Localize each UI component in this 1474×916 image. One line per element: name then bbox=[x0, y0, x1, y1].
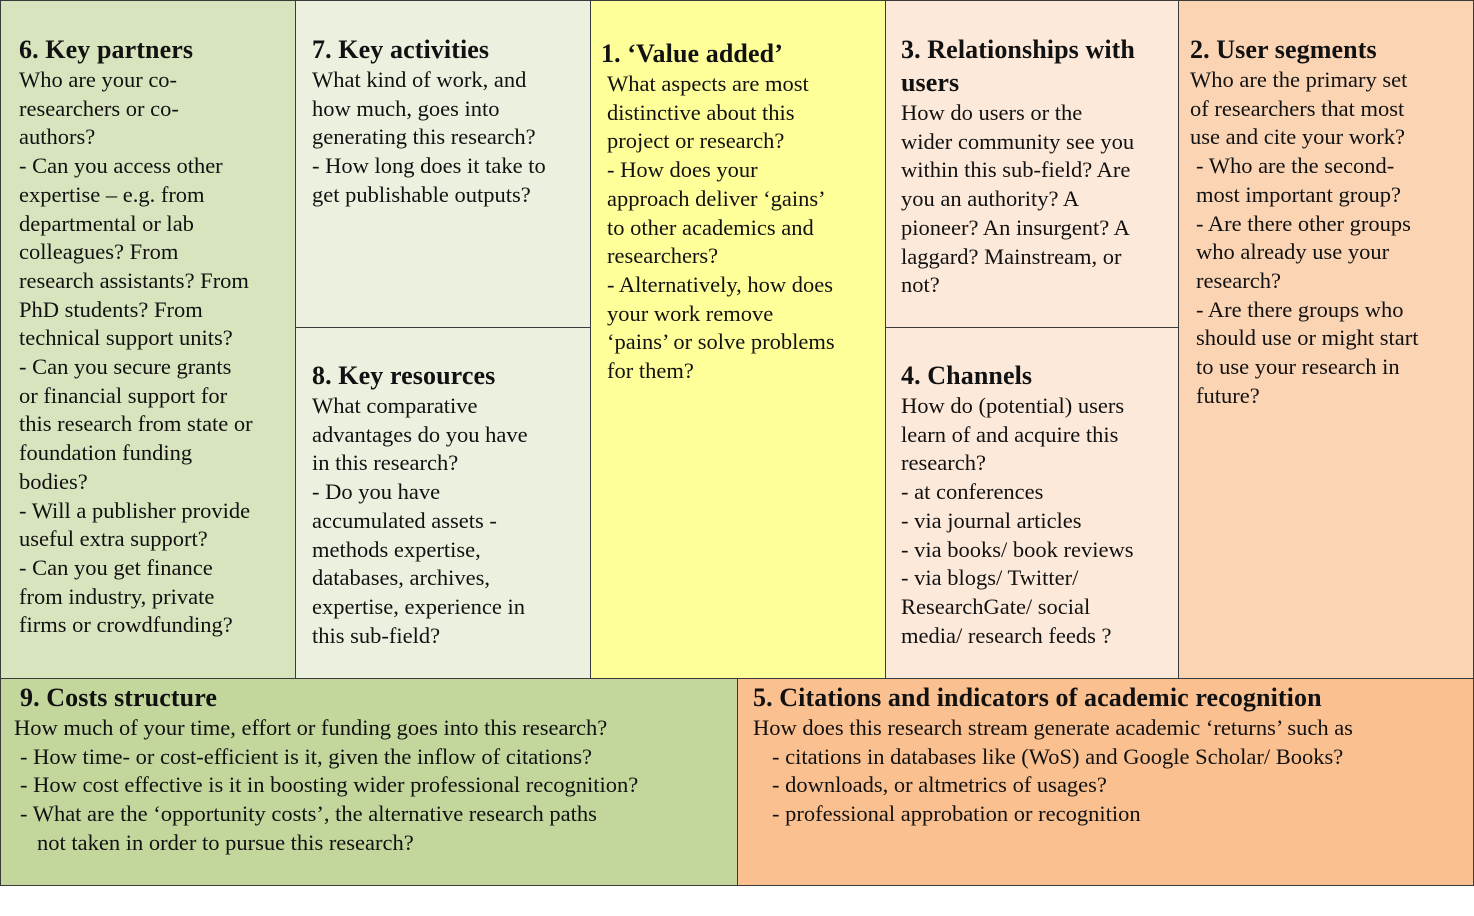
relationships-text-line: laggard? Mainstream, or bbox=[901, 243, 1122, 269]
relationships-text-line: you an authority? A bbox=[901, 186, 1080, 212]
citations-intro: How does this research stream generate academic ‘returns’ such as bbox=[753, 715, 1353, 740]
relationships-text-line: wider community see you bbox=[901, 128, 1135, 154]
value-added-text-line: to other academics and bbox=[607, 214, 814, 240]
key-resources-text-line: methods expertise, bbox=[312, 536, 481, 562]
channels-text-line: research? bbox=[901, 450, 986, 476]
value-added-text-line: - How does your bbox=[607, 157, 758, 183]
citations-text-line: - professional approbation or recognition bbox=[772, 801, 1141, 827]
user-segments-intro-line: use and cite your work? bbox=[1190, 124, 1405, 150]
key-resources-text-line: in this research? bbox=[312, 450, 459, 476]
user-segments-box bbox=[1178, 0, 1474, 679]
value-added-box bbox=[590, 0, 886, 679]
key-resources-text-line: - Do you have bbox=[312, 479, 441, 505]
key-partners-text-line: researchers or co- bbox=[19, 95, 179, 121]
user-segments-title: 2. User segments bbox=[1190, 35, 1377, 64]
key-activities-text-line: get publishable outputs? bbox=[312, 181, 531, 207]
key-partners-text-line: this research from state or bbox=[19, 411, 253, 437]
value-added-text-line: What aspects are most bbox=[607, 71, 809, 96]
key-activities-box bbox=[295, 0, 591, 328]
relationships-text-line: How do users or the bbox=[901, 100, 1083, 125]
user-segments-text-line: most important group? bbox=[1196, 181, 1401, 207]
user-segments-text-line: to use your research in bbox=[1196, 354, 1400, 380]
key-partners-box bbox=[0, 0, 296, 679]
key-resources-text-line: advantages do you have bbox=[312, 421, 528, 447]
key-partners-text-line: foundation funding bbox=[19, 440, 193, 466]
key-partners-text-line: - Will a publisher provide bbox=[19, 497, 251, 523]
relationships-text-line: pioneer? An insurgent? A bbox=[901, 214, 1130, 240]
key-activities-text-line: What kind of work, and bbox=[312, 67, 527, 92]
relationships-title-line-1: 3. Relationships with bbox=[901, 35, 1135, 64]
user-segments-intro-line: of researchers that most bbox=[1190, 95, 1405, 121]
value-added-text-line: researchers? bbox=[607, 243, 719, 269]
key-partners-text-line: or financial support for bbox=[19, 382, 228, 408]
key-partners-text-line: Who are your co- bbox=[19, 67, 178, 92]
citations-text bbox=[753, 743, 1473, 829]
value-added-text-line: approach deliver ‘gains’ bbox=[607, 185, 826, 211]
key-resources-text-line: What comparative bbox=[312, 393, 478, 418]
user-segments-text-line: - Are there other groups bbox=[1196, 210, 1411, 236]
user-segments-text-line: future? bbox=[1196, 382, 1260, 408]
relationships-text-line: not? bbox=[901, 272, 940, 298]
key-partners-text-line: - Can you access other bbox=[19, 153, 223, 179]
value-added-text-line: - Alternatively, how does bbox=[607, 271, 833, 297]
value-added-text-line: distinctive about this bbox=[607, 99, 795, 125]
key-resources-text-line: this sub-field? bbox=[312, 622, 441, 648]
value-added-text-line: ‘pains’ or solve problems bbox=[607, 329, 835, 355]
costs-structure-box bbox=[0, 678, 738, 886]
key-resources-text-line: expertise, experience in bbox=[312, 593, 526, 619]
value-added-title: 1. ‘Value added’ bbox=[601, 39, 783, 68]
key-partners-text-line: authors? bbox=[19, 124, 96, 150]
relationships-title bbox=[901, 33, 1178, 99]
citations-title: 5. Citations and indicators of academic recognition bbox=[753, 683, 1322, 712]
citations-text-line: - downloads, or altmetrics of usages? bbox=[772, 772, 1107, 798]
value-added-text-line: for them? bbox=[607, 358, 694, 384]
user-segments-text bbox=[1190, 152, 1473, 410]
key-resources-box bbox=[295, 327, 591, 679]
costs-structure-continuation: not taken in order to pursue this research? bbox=[37, 829, 414, 855]
channels-box bbox=[885, 327, 1179, 679]
key-resources-text-line: databases, archives, bbox=[312, 565, 491, 591]
relationships-box bbox=[885, 0, 1179, 328]
key-partners-text-line: PhD students? From bbox=[19, 296, 203, 322]
key-partners-text-line: departmental or lab bbox=[19, 210, 194, 236]
user-segments-intro bbox=[1190, 66, 1473, 152]
key-activities-text-line: - How long does it take to bbox=[312, 153, 546, 179]
key-activities-text bbox=[312, 66, 590, 210]
channels-text-line: learn of and acquire this bbox=[901, 421, 1119, 447]
key-partners-text-line: technical support units? bbox=[19, 325, 233, 351]
costs-structure-text-line: - How time- or cost-efficient is it, given the inflow of citations? bbox=[20, 743, 592, 769]
key-partners-text-line: expertise – e.g. from bbox=[19, 181, 205, 207]
relationships-title-line-2: users bbox=[901, 68, 960, 97]
channels-text-line: - at conferences bbox=[901, 479, 1044, 505]
key-partners-text bbox=[19, 66, 295, 640]
value-added-text-line: your work remove bbox=[607, 300, 774, 326]
costs-structure-intro: How much of your time, effort or funding goes into this research? bbox=[14, 715, 608, 740]
channels-text bbox=[901, 392, 1178, 650]
key-partners-text-line: research assistants? From bbox=[19, 267, 249, 293]
key-partners-text-line: from industry, private bbox=[19, 583, 215, 609]
costs-structure-title: 9. Costs structure bbox=[20, 683, 218, 712]
key-partners-text-line: firms or crowdfunding? bbox=[19, 612, 233, 638]
user-segments-text-line: - Who are the second- bbox=[1196, 153, 1395, 179]
costs-structure-text-line: - What are the ‘opportunity costs’, the alternative research paths bbox=[20, 801, 597, 827]
channels-text-line: - via journal articles bbox=[901, 507, 1082, 533]
key-partners-text-line: - Can you get finance bbox=[19, 554, 213, 580]
channels-text-line: - via books/ book reviews bbox=[901, 536, 1134, 562]
costs-structure-text bbox=[14, 743, 737, 829]
key-activities-text-line: generating this research? bbox=[312, 124, 536, 150]
key-partners-text-line: - Can you secure grants bbox=[19, 354, 232, 380]
key-partners-text-line: bodies? bbox=[19, 468, 88, 494]
key-partners-text-line: useful extra support? bbox=[19, 526, 208, 552]
citations-text-line: - citations in databases like (WoS) and Google Scholar/ Books? bbox=[772, 743, 1344, 769]
user-segments-intro-line: Who are the primary set bbox=[1190, 67, 1408, 92]
user-segments-text-line: should use or might start bbox=[1196, 325, 1419, 351]
citations-box bbox=[737, 678, 1474, 886]
user-segments-text-line: research? bbox=[1196, 267, 1281, 293]
value-added-text bbox=[601, 70, 885, 386]
relationships-text-line: within this sub-field? Are bbox=[901, 157, 1131, 183]
value-added-text-line: project or research? bbox=[607, 128, 785, 154]
key-resources-text-line: accumulated assets - bbox=[312, 507, 497, 533]
key-resources-title: 8. Key resources bbox=[312, 361, 496, 390]
user-segments-text-line: - Are there groups who bbox=[1196, 296, 1404, 322]
channels-text-line: media/ research feeds ? bbox=[901, 622, 1112, 648]
key-partners-title: 6. Key partners bbox=[19, 35, 194, 64]
key-resources-text bbox=[312, 392, 590, 650]
key-partners-text-line: colleagues? From bbox=[19, 239, 179, 265]
channels-text-line: ResearchGate/ social bbox=[901, 593, 1091, 619]
user-segments-text-line: who already use your bbox=[1196, 239, 1390, 265]
channels-text-line: - via blogs/ Twitter/ bbox=[901, 565, 1079, 591]
relationships-text bbox=[901, 99, 1178, 300]
channels-text-line: How do (potential) users bbox=[901, 393, 1125, 418]
channels-title: 4. Channels bbox=[901, 361, 1033, 390]
key-activities-title: 7. Key activities bbox=[312, 35, 490, 64]
key-activities-text-line: how much, goes into bbox=[312, 95, 500, 121]
costs-structure-text-line: - How cost effective is it in boosting wider professional recognition? bbox=[20, 772, 639, 798]
